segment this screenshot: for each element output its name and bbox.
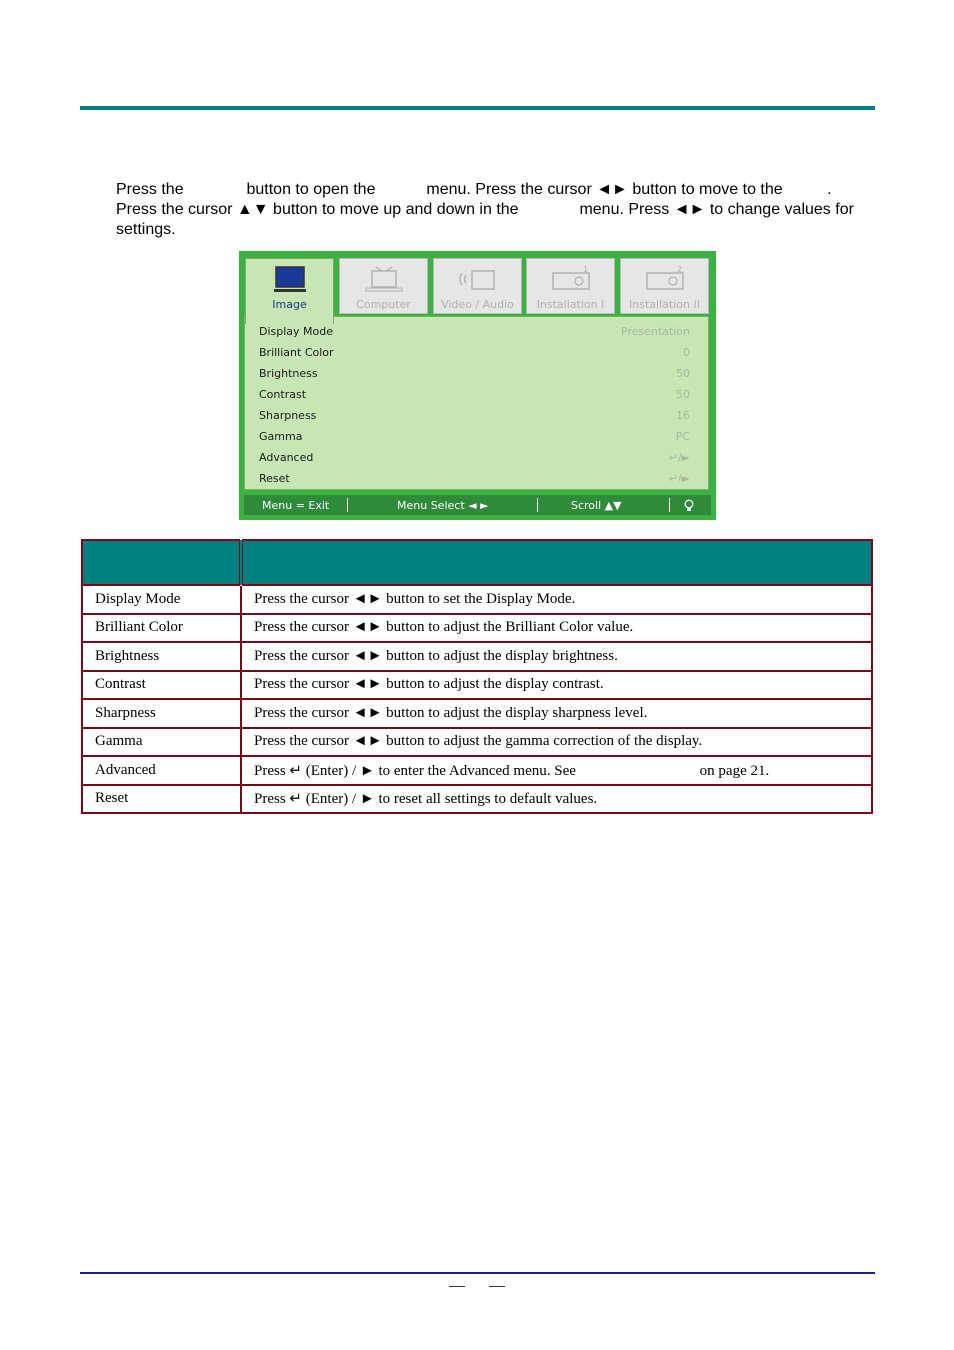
table-cell-item: Brilliant Color — [82, 614, 241, 643]
item-label: Gamma — [259, 430, 303, 443]
tab-label: Installation II — [629, 298, 700, 311]
table-row — [82, 756, 872, 785]
table-row — [82, 671, 872, 700]
lightbulb-icon — [684, 499, 694, 512]
table-cell-description: Press the cursor ◄► button to adjust the display contrast. — [241, 671, 872, 700]
osd-settings-panel — [244, 316, 709, 490]
item-label: Display Mode — [259, 325, 334, 338]
table-row — [82, 785, 872, 814]
osd-item-reset[interactable] — [259, 469, 690, 489]
table-row — [82, 728, 872, 757]
projector-1-icon — [549, 265, 593, 293]
item-value: 0 — [683, 346, 690, 359]
osd-item-brilliant-color[interactable] — [259, 343, 690, 363]
svg-text:2: 2 — [676, 265, 682, 274]
item-label: Contrast — [259, 388, 307, 401]
item-value: ↵/► — [668, 451, 690, 464]
table-cell-description: Press the cursor ◄► button to adjust the gamma correction of the display. — [241, 728, 872, 757]
item-label: Brightness — [259, 367, 318, 380]
table-cell-item: Reset — [82, 785, 241, 814]
osd-tab-bar — [244, 256, 711, 318]
table-cell-description: Press the cursor ◄► button to adjust the Brilliant Color value. — [241, 614, 872, 643]
footer-rule — [80, 1272, 875, 1274]
video-audio-icon — [456, 265, 500, 293]
tab-installation-1[interactable] — [526, 258, 615, 314]
osd-footer — [244, 495, 711, 515]
osd-item-gamma[interactable] — [259, 427, 690, 447]
table-cell-item: Gamma — [82, 728, 241, 757]
tab-label: Video / Audio — [441, 298, 514, 311]
table-cell-item: Brightness — [82, 642, 241, 671]
table-header-cell — [82, 540, 241, 585]
tab-label: Computer — [356, 298, 411, 311]
table-cell-description: Press ↵ (Enter) / ► to reset all settings to default values. — [241, 785, 872, 814]
settings-description-table — [81, 539, 873, 814]
item-value: Presentation — [620, 325, 690, 338]
osd-item-advanced[interactable] — [259, 448, 690, 468]
table-header-row — [82, 540, 872, 585]
table-row — [82, 699, 872, 728]
table-cell-item: Advanced — [82, 756, 241, 785]
footer-divider — [669, 498, 670, 512]
tab-label: Image — [272, 298, 307, 311]
table-row — [82, 585, 872, 614]
tab-label: Installation I — [536, 298, 605, 311]
footer-exit-hint: Menu = Exit — [262, 499, 330, 512]
item-value: 50 — [676, 367, 690, 380]
table-row — [82, 614, 872, 643]
monitor-icon — [268, 265, 312, 293]
osd-item-display-mode[interactable] — [259, 322, 690, 342]
intro-text-4: . Press the cursor ▲▼ button to move up and down in the — [116, 181, 832, 218]
footer-divider — [537, 498, 538, 512]
table-cell-item: Sharpness — [82, 699, 241, 728]
item-label: Sharpness — [259, 409, 317, 422]
table-header-cell — [241, 540, 872, 585]
page-number-dash-left — [449, 1286, 465, 1287]
item-label: Reset — [259, 472, 290, 485]
osd-item-sharpness[interactable] — [259, 406, 690, 426]
intro-text-1: Press the — [116, 181, 189, 198]
item-value: PC — [675, 430, 690, 443]
item-value: 16 — [676, 409, 690, 422]
table-cell-description: Press the cursor ◄► button to adjust the display brightness. — [241, 642, 872, 671]
table-row — [82, 642, 872, 671]
osd-menu — [239, 251, 716, 520]
intro-text-3: menu. Press the cursor ◄► button to move to the — [421, 181, 788, 198]
advanced-desc-text: Press ↵ (Enter) / ► to enter the Advanced menu. See — [254, 762, 580, 779]
table-cell-item: Contrast — [82, 671, 241, 700]
tab-installation-2[interactable] — [620, 258, 709, 314]
item-label: Advanced — [259, 451, 314, 464]
intro-paragraph — [116, 180, 876, 240]
header-rule — [80, 106, 875, 110]
footer-scroll-hint: Scroll ▲▼ — [571, 499, 622, 512]
footer-select-hint: Menu Select ◄ ► — [397, 499, 489, 512]
table-cell-description: Press the cursor ◄► button to set the Display Mode. — [241, 585, 872, 614]
intro-text-5: menu. Press ◄► to change values for settings. — [116, 201, 854, 238]
advanced-page-ref: on page 21. — [699, 762, 770, 779]
item-value: 50 — [676, 388, 690, 401]
tab-video-audio[interactable] — [433, 258, 522, 314]
tab-computer[interactable] — [339, 258, 428, 314]
table-cell-description: Press the cursor ◄► button to adjust the display sharpness level. — [241, 699, 872, 728]
page-number-dash-right — [489, 1286, 505, 1287]
table-cell-item: Display Mode — [82, 585, 241, 614]
svg-text:1: 1 — [582, 265, 588, 274]
computer-icon — [362, 265, 406, 293]
item-value: ↵/► — [668, 472, 690, 485]
intro-text-2: button to open the — [242, 181, 380, 198]
osd-item-contrast[interactable] — [259, 385, 690, 405]
footer-divider — [347, 498, 348, 512]
tab-image[interactable] — [245, 258, 334, 324]
osd-item-brightness[interactable] — [259, 364, 690, 384]
projector-2-icon — [643, 265, 687, 293]
item-label: Brilliant Color — [259, 346, 334, 359]
table-cell-description — [241, 756, 872, 785]
